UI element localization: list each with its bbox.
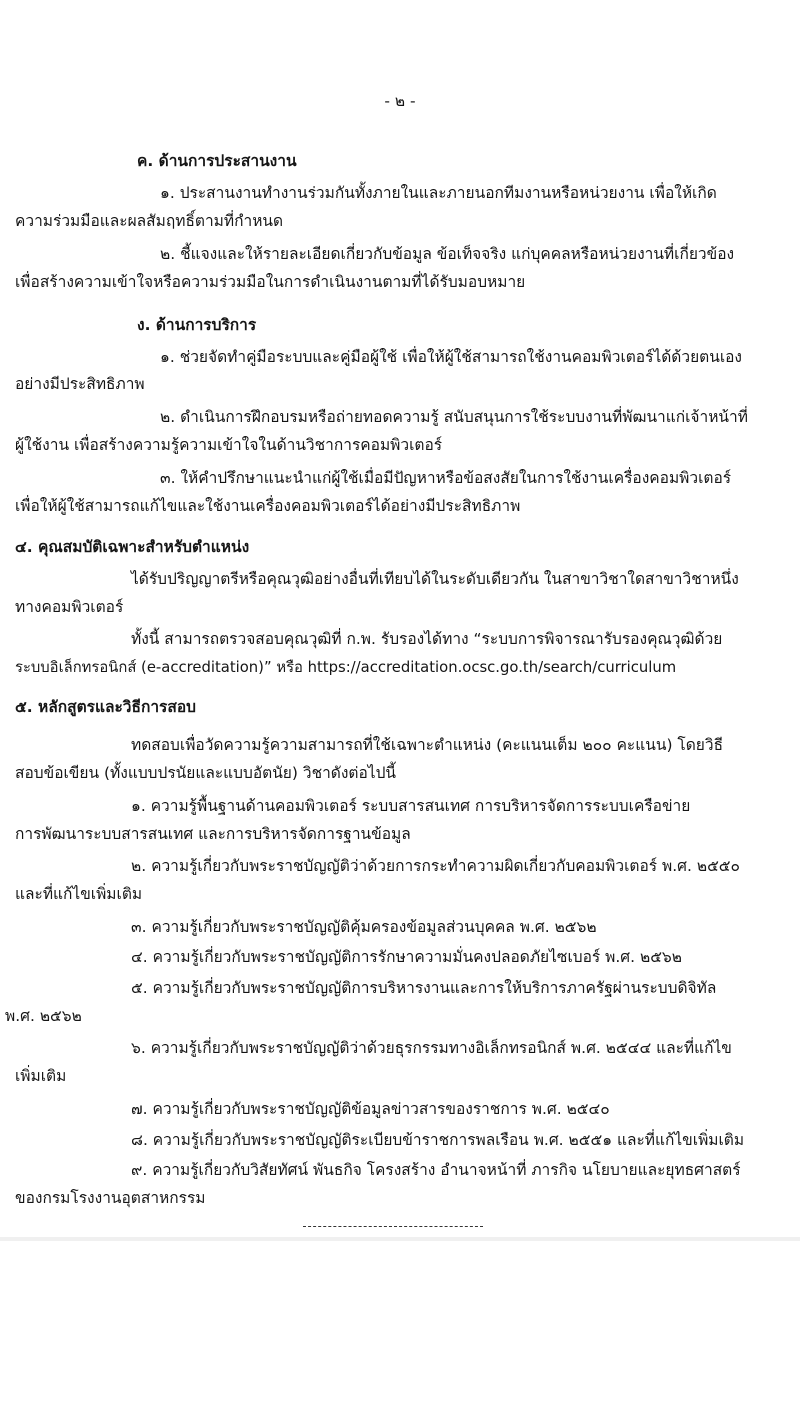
section-qualifications-heading: ๔. คุณสมบัติเฉพาะสำหรับตำแหน่ง: [15, 538, 250, 556]
service-item-3-line-1: ๓. ให้คำปรึกษาแนะนำแก่ผู้ใช้เมื่อมีปัญหาหรือข้อสงสัยในการใช้งานเครื่องคอมพิวเตอร์: [160, 469, 732, 487]
qualifications-para-2-line-1: ทั้งนี้ สามารถตรวจสอบคุณวุฒิที่ ก.พ. รับรองได้ทาง “ระบบการพิจารณารับรองคุณวุฒิด้วย: [131, 630, 723, 648]
exam-intro-line-2: สอบข้อเขียน (ทั้งแบบปรนัยและแบบอัตนัย) วิชาดังต่อไปนี้: [15, 764, 397, 782]
exam-item-6-line-1: ๖. ความรู้เกี่ยวกับพระราชบัญญัติว่าด้วยธุรกรรมทางอิเล็กทรอนิกส์ พ.ศ. ๒๕๔๔ และที่แก้ไข: [131, 1039, 732, 1057]
qualifications-para-1-line-1: ได้รับปริญญาตรีหรือคุณวุฒิอย่างอื่นที่เทียบได้ในระดับเดียวกัน ในสาขาวิชาใดสาขาวิชาหนึ่ง: [131, 570, 739, 588]
service-item-1-line-1: ๑. ช่วยจัดทำคู่มือระบบและคู่มือผู้ใช้ เพื่อให้ผู้ใช้สามารถใช้งานคอมพิวเตอร์ได้ด้วยตนเอง: [160, 348, 742, 366]
scan-artifact-band: [0, 1237, 800, 1241]
exam-item-7: ๗. ความรู้เกี่ยวกับพระราชบัญญัติข้อมูลข่าวสารของราชการ พ.ศ. ๒๕๔๐: [131, 1100, 610, 1118]
section-coordination-heading: ค. ด้านการประสานงาน: [137, 152, 297, 170]
exam-item-3: ๓. ความรู้เกี่ยวกับพระราชบัญญัติคุ้มครองข้อมูลส่วนบุคคล พ.ศ. ๒๕๖๒: [131, 918, 597, 936]
end-dashed-rule: [303, 1226, 483, 1227]
service-item-2-line-1: ๒. ดำเนินการฝึกอบรมหรือถ่ายทอดความรู้ สนับสนุนการใช้ระบบงานที่พัฒนาแก่เจ้าหน้าที่: [160, 408, 748, 426]
exam-item-6-line-2: เพิ่มเติม: [15, 1067, 67, 1085]
coord-item-1-line-1: ๑. ประสานงานทำงานร่วมกันทั้งภายในและภายนอกทีมงานหรือหน่วยงาน เพื่อให้เกิด: [160, 184, 717, 202]
exam-item-5-line-2: พ.ศ. ๒๕๖๒: [5, 1007, 82, 1025]
coord-item-1-line-2: ความร่วมมือและผลสัมฤทธิ์ตามที่กำหนด: [15, 212, 284, 230]
qualifications-para-2-line-2: ระบบอิเล็กทรอนิกส์ (e-accreditation)” หรือ https://accreditation.ocsc.go.th/search/curriculum: [15, 659, 677, 676]
service-item-1-line-2: อย่างมีประสิทธิภาพ: [15, 375, 145, 393]
exam-item-1-line-1: ๑. ความรู้พื้นฐานด้านคอมพิวเตอร์ ระบบสารสนเทศ การบริหารจัดการระบบเครือข่าย: [131, 797, 691, 815]
coord-item-2-line-2: เพื่อสร้างความเข้าใจหรือความร่วมมือในการดำเนินงานตามที่ได้รับมอบหมาย: [15, 273, 526, 291]
exam-item-8: ๘. ความรู้เกี่ยวกับพระราชบัญญัติระเบียบข้าราชการพลเรือน พ.ศ. ๒๕๕๑ และที่แก้ไขเพิ่มเติม: [131, 1131, 745, 1149]
exam-intro-line-1: ทดสอบเพื่อวัดความรู้ความสามารถที่ใช้เฉพาะตำแหน่ง (คะแนนเต็ม ๒๐๐ คะแนน) โดยวิธี: [131, 736, 724, 754]
service-item-3-line-2: เพื่อให้ผู้ใช้สามารถแก้ไขและใช้งานเครื่องคอมพิวเตอร์ได้อย่างมีประสิทธิภาพ: [15, 497, 521, 515]
service-item-2-line-2: ผู้ใช้งาน เพื่อสร้างความรู้ความเข้าใจในด้านวิชาการคอมพิวเตอร์: [15, 436, 443, 454]
page-number: - ๒ -: [384, 92, 416, 110]
exam-item-2-line-2: และที่แก้ไขเพิ่มเติม: [15, 885, 143, 903]
section-service-heading: ง. ด้านการบริการ: [137, 316, 257, 334]
coord-item-2-line-1: ๒. ชี้แจงและให้รายละเอียดเกี่ยวกับข้อมูล ข้อเท็จจริง แก่บุคคลหรือหน่วยงานที่เกี่ยวข้อง: [160, 245, 735, 263]
exam-item-9-line-2: ของกรมโรงงานอุตสาหกรรม: [15, 1189, 206, 1207]
section-exam-heading: ๕. หลักสูตรและวิธีการสอบ: [15, 698, 196, 716]
qualifications-para-1-line-2: ทางคอมพิวเตอร์: [15, 598, 124, 616]
exam-item-1-line-2: การพัฒนาระบบสารสนเทศ และการบริหารจัดการฐานข้อมูล: [15, 825, 411, 843]
exam-item-2-line-1: ๒. ความรู้เกี่ยวกับพระราชบัญญัติว่าด้วยการกระทำความผิดเกี่ยวกับคอมพิวเตอร์ พ.ศ. ๒๕๕๐: [131, 857, 740, 875]
exam-item-9-line-1: ๙. ความรู้เกี่ยวกับวิสัยทัศน์ พันธกิจ โครงสร้าง อำนาจหน้าที่ ภารกิจ นโยบายและยุทธศาสตร์: [131, 1161, 741, 1179]
exam-item-5-line-1: ๕. ความรู้เกี่ยวกับพระราชบัญญัติการบริหารงานและการให้บริการภาครัฐผ่านระบบดิจิทัล: [131, 979, 717, 997]
exam-item-4: ๔. ความรู้เกี่ยวกับพระราชบัญญัติการรักษาความมั่นคงปลอดภัยไซเบอร์ พ.ศ. ๒๕๖๒: [131, 948, 682, 966]
